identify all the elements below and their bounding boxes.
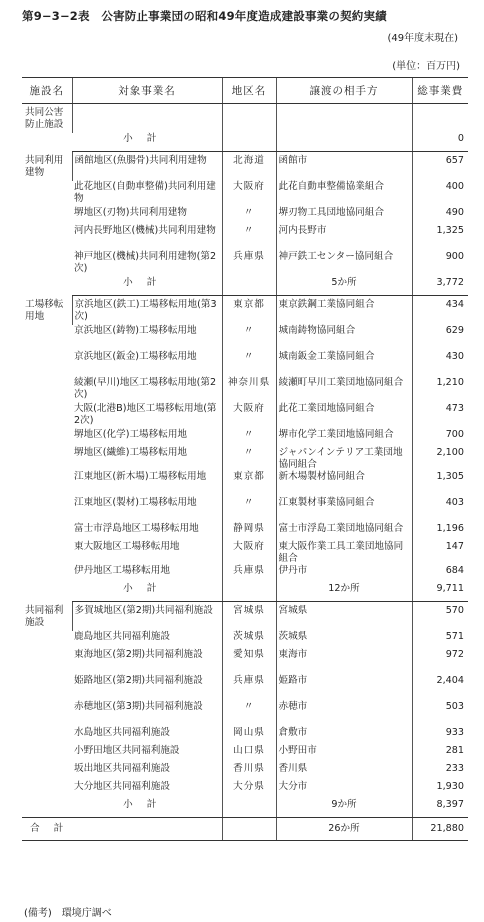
empty-cell — [276, 104, 412, 134]
project-cell: 京浜地区(鋳物)工場移転用地 — [74, 325, 197, 336]
recipient-cell: 綾瀬町早川工業団地協同組合 — [276, 377, 412, 403]
recipient-cell: 東大阪作業工具工業団地協同組合 — [276, 541, 412, 565]
recipient-cell: 茨城県 — [276, 631, 412, 649]
project-cell: 堺地区(刃物)共同利用建物 — [74, 207, 188, 218]
empty-cell — [72, 104, 222, 134]
subtotal-amount: 8,397 — [412, 799, 468, 818]
empty-cell — [412, 104, 468, 134]
region-cell: 大分県 — [222, 781, 276, 799]
recipient-cell: 伊丹市 — [276, 565, 412, 583]
project-cell: 此花地区(自動車整備)共同利用建物 — [74, 181, 216, 204]
amount-cell: 1,325 — [412, 225, 468, 251]
total-row — [22, 818, 468, 841]
table-row — [22, 727, 468, 745]
region-cell: 〃 — [222, 325, 276, 351]
table-title: 第9−3−2表 公害防止事業団の昭和49年度造成建設事業の契約実績 — [22, 9, 387, 23]
project-cell: 姫路地区(第2期)共同福利施設 — [74, 675, 203, 686]
recipient-cell: ジャパンインテリア工業団地協同組合 — [276, 447, 412, 471]
recipient-cell: 姫路市 — [276, 675, 412, 701]
header-amount: 総事業費 — [412, 78, 468, 104]
header-project: 対象事業名 — [72, 78, 222, 104]
amount-cell: 490 — [412, 207, 468, 225]
region-cell: 兵庫県 — [222, 565, 276, 583]
amount-cell: 570 — [412, 602, 468, 632]
header-region: 地区名 — [222, 78, 276, 104]
project-cell: 伊丹地区工場移転用地 — [74, 565, 170, 576]
table-row — [22, 523, 468, 541]
region-cell: 〃 — [222, 225, 276, 251]
amount-cell: 900 — [412, 251, 468, 277]
project-cell: 函館地区(魚腸骨)共同利用建物 — [72, 152, 222, 182]
table-body — [22, 104, 468, 841]
table-row — [22, 351, 468, 377]
project-cell: 大阪(北港B)地区工場移転用地(第2次) — [74, 403, 217, 426]
region-cell: 静岡県 — [222, 523, 276, 541]
recipient-cell: 赤穂市 — [276, 701, 412, 727]
project-cell: 多賀城地区(第2期)共同福利施設 — [72, 602, 222, 632]
recipient-cell: 東京鉄鋼工業協同組合 — [276, 296, 412, 326]
table-row — [22, 497, 468, 523]
table-row — [22, 403, 468, 429]
table-row — [22, 152, 468, 182]
recipient-cell: 新木場製材協同組合 — [276, 471, 412, 497]
subtotal-row — [22, 799, 468, 818]
header-recipient: 譲渡の相手方 — [276, 78, 412, 104]
amount-cell: 503 — [412, 701, 468, 727]
region-cell: 茨城県 — [222, 631, 276, 649]
table-row — [22, 763, 468, 781]
recipient-cell: 此花工業団地協同組合 — [276, 403, 412, 429]
amount-cell: 657 — [412, 152, 468, 182]
subtotal-row — [22, 277, 468, 296]
table-row — [22, 781, 468, 799]
subtotal-row — [22, 133, 468, 152]
recipient-cell: 宮城県 — [276, 602, 412, 632]
region-cell: 大阪府 — [222, 541, 276, 565]
recipient-cell: 堺刃物工具団地協同組合 — [276, 207, 412, 225]
subtotal-label: 小計 — [72, 799, 222, 818]
amount-cell: 147 — [412, 541, 468, 565]
as-of-date: (49年度末現在) — [387, 33, 458, 44]
empty-cell — [222, 818, 276, 841]
recipient-cell: 江東製材事業協同組合 — [276, 497, 412, 523]
subtotal-row — [22, 583, 468, 602]
region-cell: 香川県 — [222, 763, 276, 781]
subtotal-count: 5か所 — [276, 277, 412, 296]
region-cell: 山口県 — [222, 745, 276, 763]
table-row — [22, 181, 468, 207]
empty-cell — [222, 277, 276, 296]
table-row — [22, 377, 468, 403]
total-count: 26か所 — [276, 818, 412, 841]
table-row — [22, 631, 468, 649]
project-cell: 堺地区(化学)工場移転用地 — [74, 429, 188, 440]
table-row — [22, 447, 468, 471]
recipient-cell: 神戸鉄工センター協同組合 — [276, 251, 412, 277]
project-cell: 小野田地区共同福利施設 — [74, 745, 180, 756]
project-cell: 大分地区共同福利施設 — [74, 781, 170, 792]
recipient-cell: 此花自動車整備協業組合 — [276, 181, 412, 207]
amount-cell: 434 — [412, 296, 468, 326]
amount-cell: 403 — [412, 497, 468, 523]
empty-cell — [222, 133, 276, 152]
recipient-cell: 東海市 — [276, 649, 412, 675]
project-cell: 東海地区(第2期)共同福利施設 — [74, 649, 203, 660]
subtotal-amount: 0 — [412, 133, 468, 152]
region-cell: 〃 — [222, 701, 276, 727]
amount-cell: 430 — [412, 351, 468, 377]
project-cell: 河内長野地区(機械)共同利用建物 — [74, 225, 216, 236]
amount-cell: 473 — [412, 403, 468, 429]
recipient-cell: 小野田市 — [276, 745, 412, 763]
subtotal-label: 小計 — [72, 583, 222, 602]
table-row — [22, 207, 468, 225]
amount-cell: 1,305 — [412, 471, 468, 497]
amount-cell: 629 — [412, 325, 468, 351]
amount-cell: 571 — [412, 631, 468, 649]
subtotal-count — [276, 133, 412, 152]
amount-cell: 1,196 — [412, 523, 468, 541]
subtotal-count: 12か所 — [276, 583, 412, 602]
project-cell: 富士市浮島地区工場移転用地 — [74, 523, 199, 534]
subtotal-amount: 9,711 — [412, 583, 468, 602]
amount-cell: 972 — [412, 649, 468, 675]
region-cell: 大阪府 — [222, 181, 276, 207]
table-row — [22, 602, 468, 632]
subtotal-count: 9か所 — [276, 799, 412, 818]
region-cell: 兵庫県 — [222, 675, 276, 701]
table-row — [22, 649, 468, 675]
contract-table — [22, 77, 468, 841]
project-cell: 赤穂地区(第3期)共同福利施設 — [74, 701, 203, 712]
table-row — [22, 325, 468, 351]
amount-cell: 933 — [412, 727, 468, 745]
region-cell: 東京都 — [222, 471, 276, 497]
project-cell: 鹿島地区共同福利施設 — [74, 631, 170, 642]
project-cell: 水島地区共同福利施設 — [74, 727, 170, 738]
amount-cell: 2,100 — [412, 447, 468, 471]
table-row — [22, 541, 468, 565]
category-cell: 共同公害防止施設 — [25, 107, 64, 130]
recipient-cell: 香川県 — [276, 763, 412, 781]
header-facility: 施設名 — [22, 78, 72, 104]
region-cell: 〃 — [222, 429, 276, 447]
table-row — [22, 675, 468, 701]
region-cell: 〃 — [222, 497, 276, 523]
subtotal-label: 小計 — [72, 277, 222, 296]
region-cell: 大阪府 — [222, 403, 276, 429]
project-cell: 神戸地区(機械)共同利用建物(第2次) — [74, 251, 217, 274]
recipient-cell: 富士市浮島工業団地協同組合 — [276, 523, 412, 541]
region-cell: 神奈川県 — [222, 377, 276, 403]
region-cell: 宮城県 — [222, 602, 276, 632]
region-cell: 東京都 — [222, 296, 276, 326]
category-cell: 共同福利施設 — [25, 604, 64, 628]
subtotal-label: 小計 — [72, 133, 222, 152]
table-row — [22, 565, 468, 583]
region-cell: 兵庫県 — [222, 251, 276, 277]
amount-cell: 281 — [412, 745, 468, 763]
table-row — [22, 701, 468, 727]
amount-cell: 2,404 — [412, 675, 468, 701]
category-cell: 工場移転用地 — [25, 298, 64, 322]
region-cell: 〃 — [222, 447, 276, 471]
header-row — [22, 78, 468, 104]
category-cell: 共同利用建物 — [25, 154, 64, 178]
empty-cell — [222, 583, 276, 602]
project-cell: 堺地区(繊維)工場移転用地 — [74, 447, 188, 458]
recipient-cell: 倉敷市 — [276, 727, 412, 745]
project-cell: 東大阪地区工場移転用地 — [74, 541, 180, 552]
project-cell: 綾瀬(早川)地区工場移転用地(第2次) — [74, 377, 217, 400]
subtotal-amount: 3,772 — [412, 277, 468, 296]
amount-cell: 400 — [412, 181, 468, 207]
recipient-cell: 函館市 — [276, 152, 412, 182]
total-amount: 21,880 — [412, 818, 468, 841]
project-cell: 京浜地区(鉄工)工場移転用地(第3次) — [72, 296, 222, 326]
amount-cell: 233 — [412, 763, 468, 781]
amount-cell: 1,930 — [412, 781, 468, 799]
recipient-cell: 堺市化学工業団地協同組合 — [276, 429, 412, 447]
table-row — [22, 429, 468, 447]
region-cell: 愛知県 — [222, 649, 276, 675]
table-row — [22, 745, 468, 763]
recipient-cell: 河内長野市 — [276, 225, 412, 251]
empty-cell — [222, 799, 276, 818]
amount-cell: 684 — [412, 565, 468, 583]
table-row — [22, 251, 468, 277]
table-row — [22, 471, 468, 497]
project-cell: 京浜地区(鈑金)工場移転用地 — [74, 351, 197, 362]
source-note: (備考) 環境庁調べ — [24, 908, 112, 919]
amount-cell: 700 — [412, 429, 468, 447]
table-row — [22, 296, 468, 326]
table-row — [22, 104, 468, 134]
region-cell: 〃 — [222, 207, 276, 225]
recipient-cell: 城南鈑金工業協同組合 — [276, 351, 412, 377]
project-cell: 坂出地区共同福利施設 — [74, 763, 170, 774]
project-cell: 江東地区(新木場)工場移転用地 — [74, 471, 207, 482]
empty-cell — [222, 104, 276, 134]
region-cell: 〃 — [222, 351, 276, 377]
project-cell: 江東地区(製材)工場移転用地 — [74, 497, 197, 508]
region-cell: 岡山県 — [222, 727, 276, 745]
recipient-cell: 大分市 — [276, 781, 412, 799]
table-row — [22, 225, 468, 251]
region-cell: 北海道 — [222, 152, 276, 182]
total-label: 合計 — [22, 818, 222, 841]
unit-label: (単位：百万円) — [392, 61, 460, 72]
amount-cell: 1,210 — [412, 377, 468, 403]
recipient-cell: 城南鋳物協同組合 — [276, 325, 412, 351]
